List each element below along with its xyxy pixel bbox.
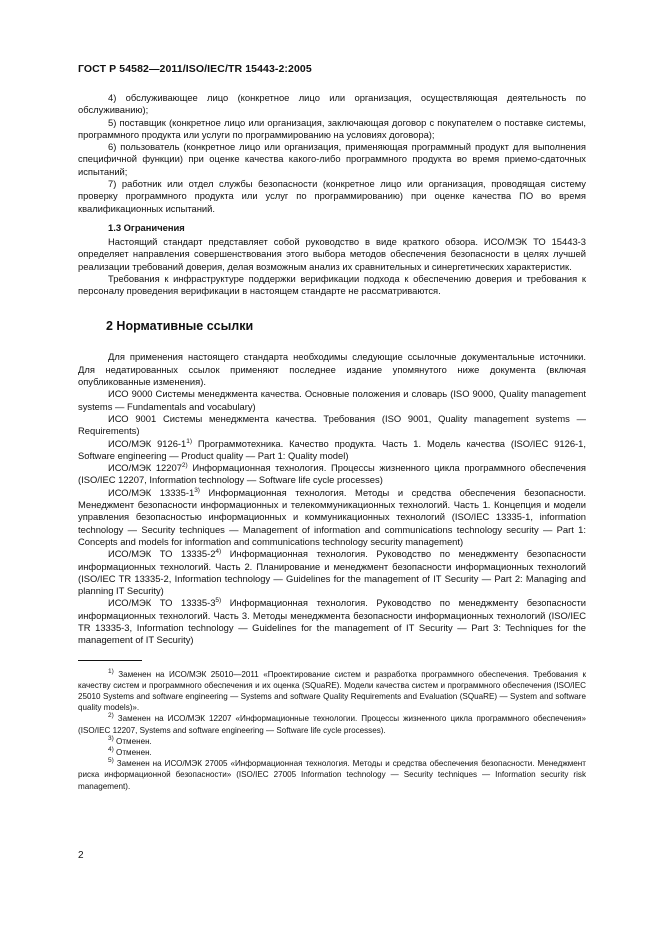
section-title: 2 Нормативные ссылки bbox=[106, 319, 254, 334]
list-item: 5) поставщик (конкретное лицо или организация, заключающая договор с покупателем о поставке системы, программного продукта или услуги по программированию на условиях договора); bbox=[78, 116, 586, 140]
reference-item: ИСО 9001 Системы менеджмента качества. Требования (ISO 9001, Quality management systems — Requirements) bbox=[78, 412, 586, 437]
reference-item: ИСО/МЭК 9126-1$^{1)}$ Программотехника. Качество продукта. Часть 1. Модель качества (ISO/IEC 9126-1, Software engineering — Product quality — Part 1: Quality model) bbox=[78, 437, 586, 461]
footnote-ref: 5) bbox=[215, 597, 222, 605]
footnote-divider bbox=[78, 660, 142, 661]
paragraph: Для применения настоящего стандарта необходимы следующие ссылочные документальные источники. Для недатированных ссылок применяют последнее издание упомянутого ниже документа (включая опубликованные изменения). bbox=[78, 351, 586, 388]
footnote: $^{3)}$ Отменен. bbox=[108, 734, 152, 746]
list-item: 7) работник или отдел службы безопасности (конкретное лицо или организация, проводящая систему проверку программного продукта или услуг по программированию) при оценке качества ПО во время квалификационных испытаний. bbox=[78, 178, 586, 214]
paragraph: Настоящий стандарт представляет собой руководство в виде краткого обзора. ИСО/МЭК ТО 15443-3 определяет направления совершенствования этого выбора методов обеспечения безопасности в целях лучшей реализации требований доверия, делая возможным анализ их сравнительных и синергетических характеристик. bbox=[78, 235, 586, 272]
reference-item: ИСО/МЭК ТО 13335-3$^{5)}$ Информационная технология. Руководство по менеджменту безопасности информационных технологий. Часть 3. Методы менеджмента безопасности информационных технологий (ISO/IEC TR 13335-3, Information technology — Guidelines for the management of IT Security — Part 3: Techniques for the management of IT Security) bbox=[78, 597, 586, 646]
footnote-ref: 2) bbox=[181, 462, 188, 470]
list-item: 4) обслуживающее лицо (конкретное лицо или организация, осуществляющая деятельность по обслуживанию); bbox=[78, 92, 586, 116]
reference-item: ИСО/МЭК 12207$^{2)}$ Информационная технология. Процессы жизненного цикла программного обеспечения (ISO/IEC 12207, Information technology — Software life cycle processes) bbox=[78, 462, 586, 486]
footnote: $^{4)}$ Отменен. bbox=[108, 746, 152, 757]
reference-item: ИСО/МЭК 13335-1$^{3)}$ Информационная технология. Методы и средства обеспечения безопасности. Менеджмент безопасности информационных и телекоммуникационных технологий. Часть 1. Концепция и модели управления безопасностью информационных и коммуникационных технологий (ISO/IEC 13335-1, information technology — Security techniques — Management of information and communications technology security — Part 1: Concepts and models for information and communications technology security management) bbox=[78, 486, 587, 547]
footnote-ref: 1) bbox=[186, 437, 193, 445]
footnote-ref: 3) bbox=[194, 486, 200, 494]
reference-item: ИСО/МЭК ТО 13335-2$^{4)}$ Информационная технология. Руководство по менеджменту безопасности информационных технологий. Часть 2. Планирование и менеджмент безопасности информационных технологий (ISO/IEC TR 13335-2, Information technology — Guidelines for the management of IT Security — Part 2: Managing and planning IT Security) bbox=[78, 548, 586, 597]
running-header: ГОСТ Р 54582—2011/ISO/IEC/TR 15443-2:2005 bbox=[78, 63, 312, 75]
footnote: $^{1)}$ Заменен на ИСО/МЭК 25010—2011 «Проектирование систем и разработка программного обеспечения. Требования к качеству систем и программного обеспечения и их оценка (SQuaRE). Модели качества систем и программного обеспечения (ISO/IEC 25010 Systems and software engineering — Systems and software Quality Requirements and Evaluation (SQuaRE) — System and software quality models)». bbox=[78, 667, 586, 713]
footnote-ref: 4) bbox=[215, 548, 222, 556]
list-item: 6) пользователь (конкретное лицо или организация, применяющая программный продукт для выполнения специфичной функции) при оценке качества какого-либо программного продукта во время приемо-сдаточных испытаний; bbox=[78, 141, 586, 177]
page-number: 2 bbox=[78, 850, 84, 861]
paragraph: Требования к инфраструктуре поддержки верификации подхода к обеспечению доверия и требования к персоналу проведения верификации в настоящем стандарте не рассматриваются. bbox=[78, 272, 586, 297]
footnotes bbox=[78, 669, 586, 792]
subsection-title: 1.3 Ограничения bbox=[108, 221, 185, 233]
page-body bbox=[78, 92, 586, 792]
reference-item: ИСО 9000 Системы менеджмента качества. Основные положения и словарь (ISO 9000, Quality management systems — Fundamentals and vocabulary) bbox=[78, 388, 586, 412]
footnote: $^{5)}$ Заменен на ИСО/МЭК 27005 «Информационная технология. Методы и средства обеспечения безопасности. Менеджмент риска информационной безопасности» (ISO/IEC 27005 Information technology — Security techniques — Information security risk management). bbox=[78, 757, 586, 791]
footnote: $^{2)}$ Заменен на ИСО/МЭК 12207 «Информационные технологии. Процессы жизненного цикла программного обеспечения» (ISO/IEC 12207, Systems and software engineering — Software life cycle processes). bbox=[78, 712, 586, 735]
